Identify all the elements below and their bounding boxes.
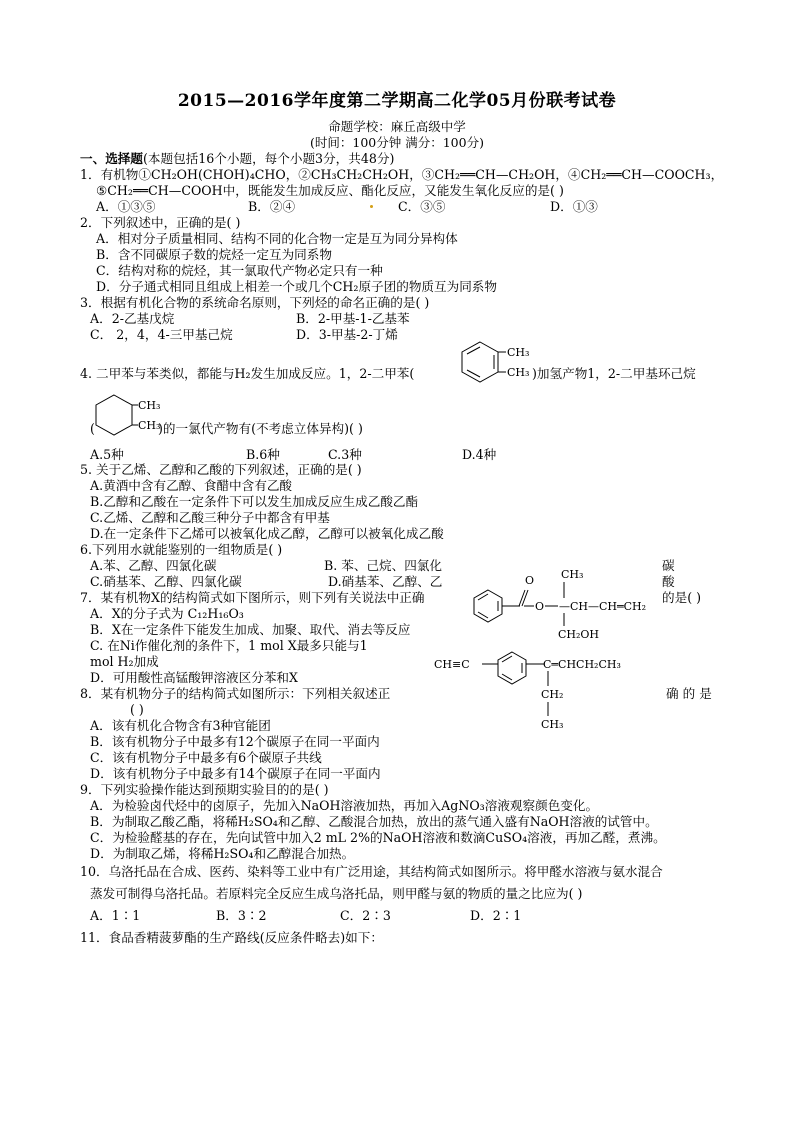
school-line: 命题学校：麻丘高级中学	[328, 119, 466, 134]
q3-option-a: A．2-乙基戊烷	[90, 311, 175, 326]
exam-title: 2015—2016学年度第二学期高二化学05月份联考试卷	[177, 91, 617, 111]
ch3-label: CH₃	[541, 718, 564, 731]
q6-option-a: A.苯、乙醇、四氯化碳	[90, 558, 217, 573]
q8-option-b: B．该有机物分子中最多有12个碳原子在同一平面内	[90, 734, 380, 749]
q6-option-d-end: 酸	[662, 574, 675, 589]
q3-option-b: B．2-甲基-1-乙基苯	[296, 311, 410, 326]
q10-option-a: A．1∶1	[90, 908, 141, 923]
section-desc: (本题包括16个小题，每个小题3分，共48分)	[142, 151, 395, 166]
q2-option-a: A．相对分子质量相同、结构不同的化合物一定是互为同分异构体	[96, 231, 458, 246]
q8-structure	[434, 650, 664, 736]
alkyne-label: CH≡C	[434, 658, 470, 671]
ch3-label: CH₃	[138, 419, 161, 432]
q1-option-a: A．①③⑤	[96, 199, 156, 214]
section-label: 一、选择题	[80, 151, 143, 166]
q4-stem-d: )的一氯代产物有(不考虑立体异构)( )	[158, 421, 363, 436]
q2-option-c: C．结构对称的烷烃，其一氯取代产物必定只有一种	[96, 263, 383, 278]
ch3-label: CH₃	[138, 399, 161, 412]
time-score-line: (时间：100分钟 满分：100分)	[310, 135, 484, 150]
oxygen-label: O	[535, 600, 545, 613]
q8-stem: 8．某有机物分子的结构简式如图所示：下列相关叙述正	[80, 686, 391, 701]
q5-stem: 5. 关于乙烯、乙醇和乙酸的下列叙述，正确的是( )	[80, 462, 362, 477]
q7-option-c-cont: mol H₂加成	[90, 654, 159, 669]
q6-option-c: C.硝基苯、乙醇、四氯化碳	[90, 574, 242, 589]
q4-option-a: A.5种	[90, 447, 124, 462]
q9-option-d: D．为制取乙烯，将稀H₂SO₄和乙醇混合加热。	[90, 846, 355, 861]
q5-option-b: B.乙醇和乙酸在一定条件下可以发生加成反应生成乙酸乙酯	[90, 494, 419, 509]
q4-stem-c: (	[90, 421, 95, 436]
q2-option-d: D．分子通式相同且组成上相差一个或几个CH₂原子团的物质互为同系物	[96, 279, 497, 294]
q7-option-d: D．可用酸性高锰酸钾溶液区分苯和X	[90, 670, 298, 685]
q3-stem: 3．根据有机化合物的系统命名原则，下列烃的命名正确的是( )	[80, 295, 430, 310]
q11-stem: 11．食品香精菠萝酯的生产路线(反应条件略去)如下：	[80, 930, 383, 945]
q1-stem-2: ⑤CH₂══CH—COOH中，既能发生加成反应、酯化反应，又能发生氧化反应的是( )	[96, 183, 564, 198]
compound-x-structure	[470, 566, 670, 644]
ch3-label: CH₃	[507, 346, 530, 359]
q7-stem-end: 的是( )	[662, 590, 702, 605]
q10-stem-2: 蒸发可制得乌洛托品。若原料完全反应生成乌洛托品，则甲醛与氨的物质的量之比应为( )	[90, 886, 583, 901]
q3-option-d: D．3-甲基-2-丁烯	[296, 327, 398, 342]
q10-option-b: B．3∶2	[216, 908, 267, 923]
q1-option-b: B．②④	[248, 199, 296, 214]
q8-option-d: D．该有机物分子中最多有14个碳原子在同一平面内	[90, 766, 381, 781]
oxygen-label: O	[525, 574, 535, 587]
q7-option-a: A．X的分子式为 C₁₂H₁₆O₃	[90, 606, 244, 621]
q8-option-a: A．该有机化合物含有3种官能团	[90, 718, 271, 733]
q8-stem-end: 确 的 是	[666, 686, 712, 701]
ch3-label: CH₃	[507, 366, 530, 379]
section-heading	[80, 151, 394, 166]
ch3-label: CH₃	[561, 568, 584, 581]
q10-option-d: D．2∶1	[470, 908, 522, 923]
q5-option-a: A.黄酒中含有乙醇、食醋中含有乙酸	[90, 478, 293, 493]
q6-option-b: B. 苯、己烷、四氯化	[324, 558, 443, 573]
q10-stem: 10．乌洛托品在合成、医药、染料等工业中有广泛用途，其结构简式如图所示。将甲醛水溶液与氨水混合	[80, 864, 663, 879]
q9-option-c: C．为检验醛基的存在，先向试管中加入2 mL 2%的NaOH溶液和数滴CuSO₄溶液，再加乙醛，煮沸。	[90, 830, 666, 845]
alkene-label: C═CHCH₂CH₃	[543, 658, 621, 671]
q1-option-c: C．③⑤	[398, 199, 446, 214]
q4-option-c: C.3种	[328, 447, 362, 462]
q6-option-b-end: 碳	[662, 558, 675, 573]
q9-option-b: B．为制取乙酸乙酯，将稀H₂SO₄和乙醇、乙酸混合加热，放出的蒸气通入盛有NaOH溶液的试管中。	[90, 814, 658, 829]
q5-option-c: C.乙烯、乙醇和乙酸三种分子中都含有甲基	[90, 510, 330, 525]
q9-option-a: A．为检验卤代烃中的卤原子，先加入NaOH溶液加热，再加入AgNO₃溶液观察颜色变化。	[90, 798, 599, 813]
q4-stem-a: 4. 二甲苯与苯类似，都能与H₂发生加成反应。1，2-二甲苯(	[80, 366, 415, 381]
q2-option-b: B．含不同碳原子数的烷烃一定互为同系物	[96, 247, 332, 262]
q6-option-d: D.硝基苯、乙醇、乙	[328, 574, 443, 589]
q6-stem: 6.下列用水就能鉴别的一组物质是( )	[80, 542, 283, 557]
q7-option-c: C. 在Ni作催化剂的条件下，1 mol X最多只能与1	[90, 638, 368, 653]
q2-stem: 2．下列叙述中，正确的是( )	[80, 215, 241, 230]
q7-stem: 7．某有机物X的结构简式如下图所示，则下列有关说法中正确	[80, 590, 425, 605]
chain-label: —CH—CH═CH₂	[559, 600, 647, 613]
q4-option-d: D.4种	[462, 447, 497, 462]
q8-option-c: C．该有机物分子中最多有6个碳原子共线	[90, 750, 322, 765]
q9-stem: 9．下列实验操作能达到预期实验目的的是( )	[80, 782, 329, 797]
q5-option-d: D.在一定条件下乙烯可以被氧化成乙醇，乙醇可以被氧化成乙酸	[90, 526, 444, 541]
q7-option-b: B．X在一定条件下能发生加成、加聚、取代、消去等反应	[90, 622, 411, 637]
q8-paren: ( )	[130, 702, 144, 717]
q1-option-d: D．①③	[550, 199, 598, 214]
q4-stem-b: )加氢产物1，2-二甲基环己烷	[532, 366, 696, 381]
q3-option-c: C． 2，4，4-三甲基己烷	[90, 327, 233, 342]
ch2-label: CH₂	[541, 688, 564, 701]
stray-mark	[370, 205, 373, 208]
ch2oh-label: CH₂OH	[558, 628, 600, 641]
q4-option-b: B.6种	[246, 447, 280, 462]
q10-option-c: C．2∶3	[340, 908, 391, 923]
q1-stem: 1．有机物①CH₂OH(CHOH)₄CHO，②CH₃CH₂CH₂OH，③CH₂══CH—CH₂OH，④CH₂══CH—COOCH₃，	[80, 167, 724, 182]
